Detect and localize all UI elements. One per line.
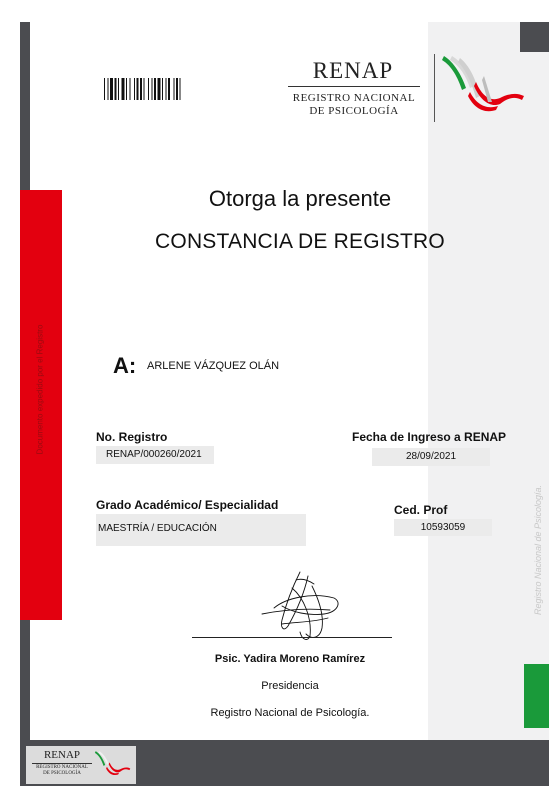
grado-label: Grado Académico/ Especialidad [96,498,279,512]
grado-value: MAESTRÍA / EDUCACIÓN [96,514,306,546]
left-vertical-text: Documento expedido por el Registro [35,324,45,455]
heading-constancia: CONSTANCIA DE REGISTRO [155,230,445,253]
registro-value: RENAP/000260/2021 [96,446,214,464]
header-logo-subtitle-1: REGISTRO NACIONAL [292,92,416,104]
cedula-label: Ced. Prof [394,503,448,517]
signer-position: Presidencia [261,680,319,692]
heading-otorga: Otorga la presente [208,186,392,211]
header-logo-divider [434,54,435,122]
signer-name: Psic. Yadira Moreno Ramírez [214,653,366,665]
recipient-name: ARLENE VÁZQUEZ OLÁN [147,360,280,372]
signature-line [192,637,392,638]
renap-emblem-icon [440,52,528,124]
cedula-value: 10593059 [394,519,492,536]
footer-logo-subtitle-1: REGISTRO NACIONAL [36,765,88,770]
top-right-dark-block [520,22,549,52]
barcode-icon [104,78,219,100]
footer-logo-underline [32,763,92,764]
recipient-prefix: A: [113,353,137,378]
signer-organization: Registro Nacional de Psicología. [210,707,370,719]
right-green-block [524,664,549,728]
right-vertical-text: Registro Nacional de Psicología. [533,484,543,616]
right-gray-panel [428,22,549,740]
header-logo-title: RENAP [312,58,394,83]
fecha-label: Fecha de Ingreso a RENAP [352,430,507,444]
handwritten-signature [252,568,352,646]
footer-logo-title: RENAP [43,749,81,761]
header-logo-underline [288,86,420,87]
footer-logo-subtitle-2: DE PSICOLOGÍA [43,771,81,776]
header-logo-subtitle-2: DE PSICOLOGÍA [309,105,399,117]
registro-label: No. Registro [96,430,168,444]
fecha-value: 28/09/2021 [372,448,490,466]
footer-emblem-icon [94,748,132,782]
